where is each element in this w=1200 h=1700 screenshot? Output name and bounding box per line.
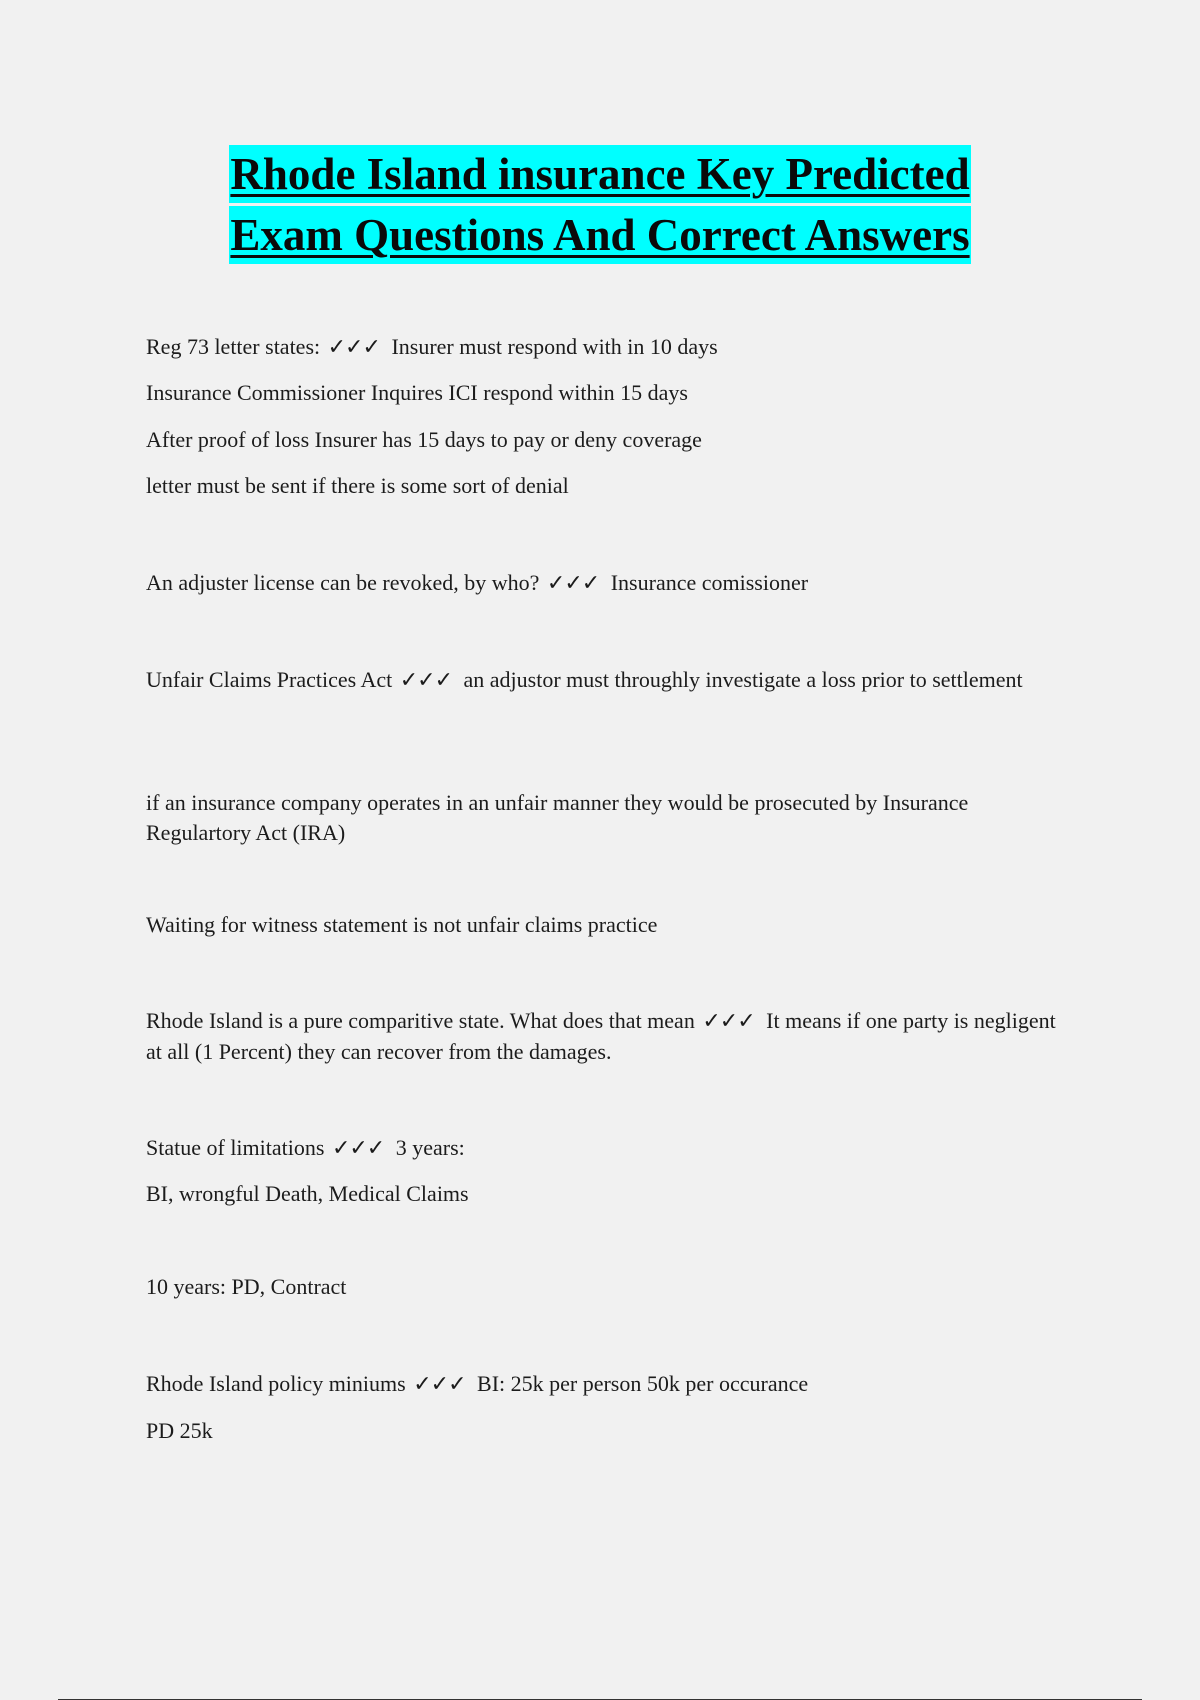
checkmark-icon: ✓✓✓ bbox=[399, 668, 453, 693]
question-text: Statue of limitations bbox=[146, 1135, 325, 1160]
qa-entry bbox=[146, 568, 1066, 599]
answer-line bbox=[146, 910, 1066, 940]
answer-text: BI: 25k per person 50k per occurance bbox=[477, 1371, 809, 1396]
qa-entry bbox=[146, 1006, 1066, 1067]
title-line-1: Rhode Island insurance Key Predicted bbox=[229, 145, 970, 203]
question-text: An adjuster license can be revoked, by who? bbox=[146, 570, 540, 595]
question-text: Reg 73 letter states: bbox=[146, 334, 321, 359]
answer-text: an adjustor must throughly investigate a loss prior to settlement bbox=[463, 667, 1023, 692]
checkmark-icon: ✓✓✓ bbox=[546, 571, 600, 596]
answer-line bbox=[146, 378, 1066, 408]
question-text: Rhode Island policy miniums bbox=[146, 1371, 406, 1396]
answer-line bbox=[146, 471, 1066, 501]
answer-text: After proof of loss Insurer has 15 days to pay or deny coverage bbox=[146, 427, 702, 452]
answer-line bbox=[146, 1272, 1066, 1302]
answer-text: Insurance Commissioner Inquires ICI respond within 15 days bbox=[146, 380, 688, 405]
answer-text: 10 years: PD, Contract bbox=[146, 1274, 347, 1299]
checkmark-icon: ✓✓✓ bbox=[413, 1372, 466, 1397]
answer-text: It means if one party is negligent at all (1 Percent) they can recover from the damages. bbox=[146, 1008, 1056, 1064]
answer-line bbox=[146, 425, 1066, 455]
answer-text: Insurer must respond with in 10 days bbox=[391, 334, 718, 359]
answer-text: 3 years: bbox=[395, 1135, 465, 1160]
title-line-2: Exam Questions And Correct Answers bbox=[229, 206, 970, 264]
answer-line bbox=[146, 1179, 1066, 1209]
document-title bbox=[0, 145, 1200, 267]
qa-entry bbox=[146, 1133, 1066, 1164]
qa-entry bbox=[146, 665, 1066, 696]
answer-text: Insurance comissioner bbox=[610, 570, 809, 595]
answer-text: letter must be sent if there is some sort of denial bbox=[146, 473, 569, 498]
answer-line bbox=[146, 788, 1066, 848]
qa-entry bbox=[146, 1369, 1066, 1400]
answer-text: BI, wrongful Death, Medical Claims bbox=[146, 1181, 469, 1206]
checkmark-icon: ✓✓✓ bbox=[327, 335, 380, 360]
answer-text: PD 25k bbox=[146, 1418, 213, 1443]
question-text: Unfair Claims Practices Act bbox=[146, 667, 393, 692]
answer-line bbox=[146, 1416, 1066, 1446]
checkmark-icon: ✓✓✓ bbox=[702, 1009, 755, 1034]
answer-text: Waiting for witness statement is not unfair claims practice bbox=[146, 912, 658, 937]
answer-text: if an insurance company operates in an unfair manner they would be prosecuted by Insurance Regulartory Act (IRA) bbox=[146, 790, 969, 845]
question-text: Rhode Island is a pure comparitive state. What does that mean bbox=[146, 1008, 695, 1033]
qa-entry bbox=[146, 332, 1066, 363]
checkmark-icon: ✓✓✓ bbox=[331, 1136, 385, 1161]
